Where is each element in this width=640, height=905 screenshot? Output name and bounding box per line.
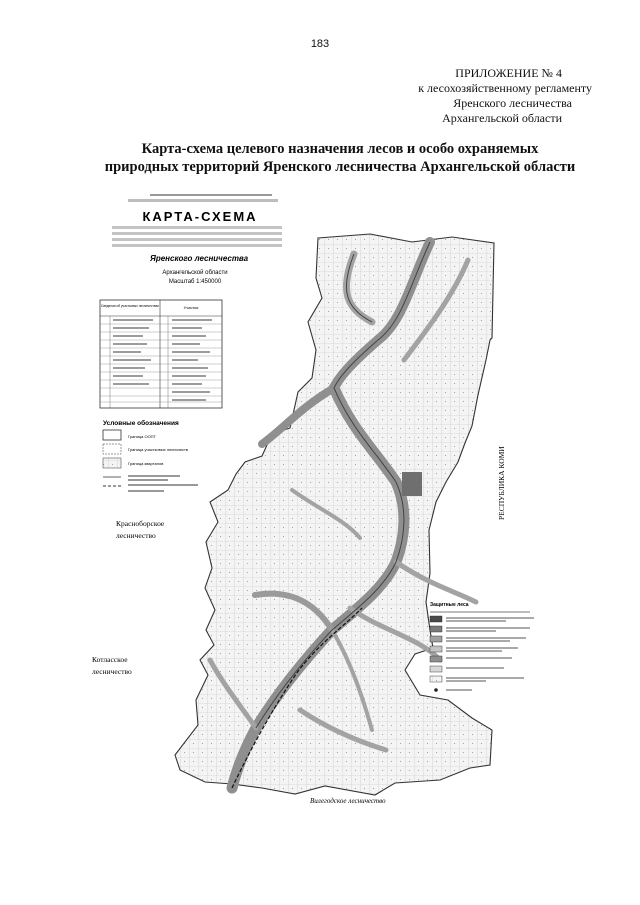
- legend-item-3: Граница кварталов: [128, 461, 164, 466]
- neighbor-krasnoborsk-type: лесничество: [116, 531, 156, 540]
- legend-swatch: [103, 458, 121, 468]
- forestry-table: [100, 300, 222, 408]
- map-heading: КАРТА-СХЕМА: [142, 209, 258, 224]
- map-forestry-name: Яренского лесничества: [150, 254, 249, 263]
- appendix-line-3: Яренского лесничества: [453, 96, 572, 110]
- legend-item-1: Граница ООПТ: [128, 434, 157, 439]
- legend-swatch: [103, 444, 121, 454]
- neighbor-kotlas-type: лесничество: [92, 667, 132, 676]
- neighbor-krasnoborsk-name: Красноборское: [116, 519, 165, 528]
- title-line-1: Карта-схема целевого назначения лесов и особо охраняемых: [141, 141, 539, 157]
- document-title: [70, 140, 610, 176]
- header-line: [112, 238, 282, 241]
- appendix-line-2: к лесохозяйственному регламенту: [418, 81, 592, 95]
- map-header: [112, 194, 282, 285]
- table-header-forestries: Сведения об участковых лесничествах: [101, 304, 159, 308]
- header-line: [112, 244, 282, 247]
- purpose-legend: [430, 602, 534, 692]
- settlement-block: [402, 472, 422, 496]
- map-scale: Масштаб 1:450000: [168, 279, 222, 285]
- table-header-sections: Участки: [183, 305, 199, 310]
- legend-swatch: [103, 430, 121, 440]
- legend-title: Условные обозначения: [103, 420, 179, 427]
- header-line: [128, 199, 278, 202]
- page-number: 183: [310, 38, 330, 50]
- purpose-legend-title: Защитные леса: [430, 602, 469, 608]
- neighbor-komi: РЕСПУБЛИКА КОМИ: [497, 446, 506, 520]
- header-line: [112, 226, 282, 229]
- title-line-2: природных территорий Яренского лесничества Архангельской области: [104, 159, 576, 175]
- symbols-legend: [103, 419, 198, 492]
- legend-item-2: Граница участковых лесничеств: [128, 447, 188, 452]
- appendix-block: [332, 66, 592, 126]
- header-line: [112, 232, 282, 235]
- neighbor-vilegodsk: Вилегодское лесничество: [310, 797, 386, 805]
- map-region: Архангельской области: [162, 270, 228, 276]
- neighbor-kotlas-name: Котласское: [92, 655, 128, 664]
- appendix-line-4: Архангельской области: [442, 111, 562, 125]
- forestry-territory: [175, 234, 494, 795]
- forest-map-figure: [0, 190, 640, 820]
- header-line: [150, 194, 272, 196]
- appendix-line-1: ПРИЛОЖЕНИЕ № 4: [455, 66, 562, 80]
